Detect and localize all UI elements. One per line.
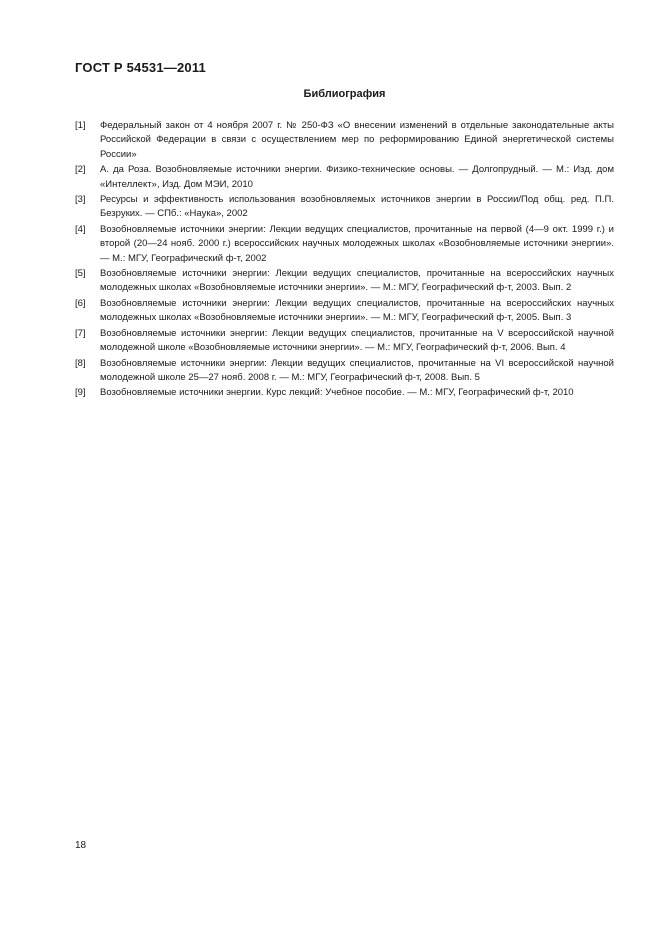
ref-number: [6] [75,297,86,309]
ref-number: [7] [75,327,86,339]
bibliography-item [75,327,614,356]
bibliography-item [75,119,614,162]
bibliography-item [75,193,614,222]
ref-number: [3] [75,194,86,206]
ref-number: [1] [75,120,86,131]
bibliography-item [75,297,614,326]
ref-text: Федеральный закон от 4 ноября 2007 г. № 250-ФЗ «О внесении изменений в отдельные законодательные акты Российской Федерации в связи с осуществлением мер по реформированию Единой энергетической системы России» [100,120,614,160]
bibliography-item [75,386,614,400]
bibliography-item [75,163,614,192]
ref-text: Возобновляемые источники энергии: Лекции ведущих специалистов, прочитанные на V всероссийской научной молодежной школе «Возобновляемые источники энергии». — М.: МГУ, Географический ф-т, 2006. Вып. 4 [100,327,614,354]
ref-number: [8] [75,357,86,369]
ref-text: Возобновляемые источники энергии: Лекции ведущих специалистов, прочитанные на всероссийских научных молодежных школах «Возобновляемые источники энергии». — М.: МГУ, Географический ф-т, 2005. Вып. 3 [100,297,614,324]
bibliography-item [75,223,614,266]
page-number: 18 [75,840,87,851]
ref-text: Возобновляемые источники энергии: Лекции ведущих специалистов, прочитанные на всероссийских научных молодежных школах «Возобновляемые источники энергии». — М.: МГУ, Географический ф-т, 2003. Вып. 2 [100,268,614,294]
ref-number: [2] [75,164,86,176]
section-title: Библиография [303,88,386,100]
ref-number: [9] [75,387,86,399]
ref-text: Возобновляемые источники энергии: Лекции ведущих специалистов, прочитанные на первой (4—9 окт. 1999 г.) и второй (20—24 нояб. 2000 г.) всероссийских научных молодежных школах «Возобновляемые источники энергии». — М.: МГУ, Географический ф-т, 2002 [100,223,614,264]
ref-text: Возобновляемые источники энергии: Лекции ведущих специалистов, прочитанные на VI всероссийской научной молодежной школе 25—27 нояб. 2008 г. — М.: МГУ, Географический ф-т, 2008. Вып. 5 [100,357,614,383]
ref-text: Ресурсы и эффективность использования возобновляемых источников энергии в России/Под общ. ред. П.П. Безруких. — СПб.: «Наука», 2002 [100,194,614,220]
bibliography-item [75,267,614,296]
ref-number: [5] [75,268,86,280]
ref-number: [4] [75,223,86,235]
doc-code-header: ГОСТ Р 54531—2011 [75,60,206,75]
bibliography-list [75,119,614,402]
ref-text: Возобновляемые источники энергии. Курс лекций: Учебное пособие. — М.: МГУ, Географический ф-т, 2010 [100,387,574,399]
bibliography-item [75,357,614,386]
ref-text: А. да Роза. Возобновляемые источники энергии. Физико-технические основы. — Долгопрудный. — М.: Изд. дом «Интеллект», Изд. Дом МЭИ, 2010 [100,164,614,190]
